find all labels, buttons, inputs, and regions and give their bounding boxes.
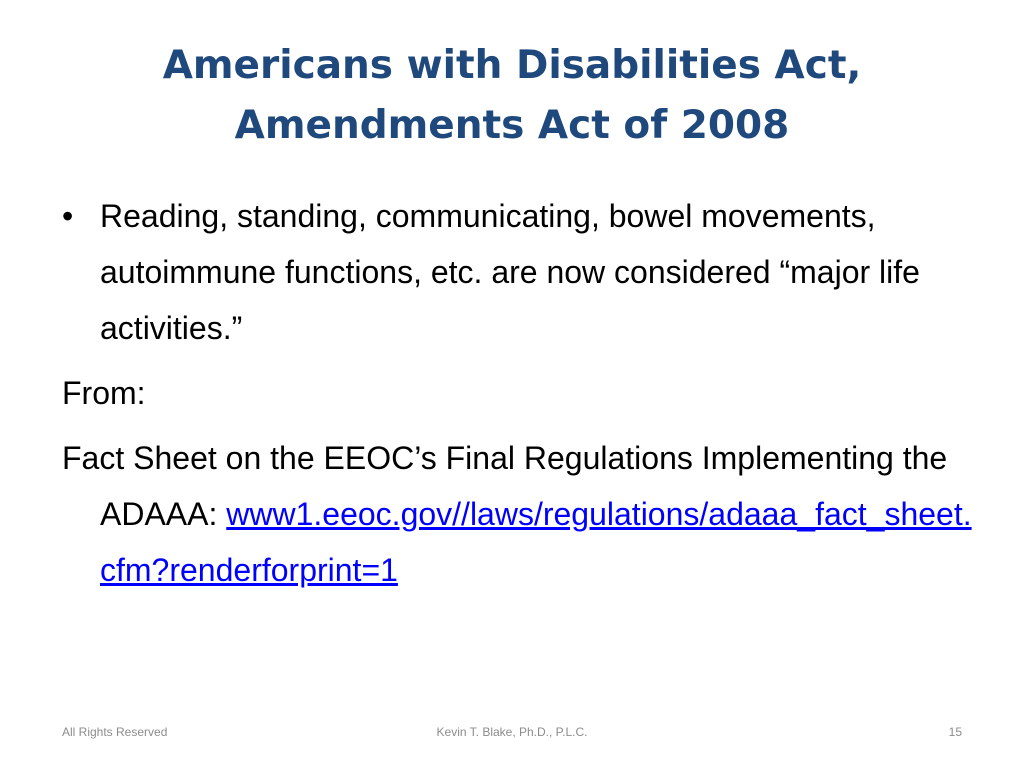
bullet-icon: • (62, 198, 74, 234)
slide-title-line-1: Americans with Disabilities Act, (162, 43, 862, 88)
from-label: From: (62, 375, 146, 411)
slide-body (62, 188, 972, 598)
source-link[interactable]: www1.eeoc.gov//laws/regulations/adaaa_fact_sheet.cfm?renderforprint=1 (100, 496, 972, 588)
slide-title-line-2: Amendments Act of 2008 (234, 103, 790, 148)
bullet-text: Reading, standing, communicating, bowel movements, autoimmune functions, etc. are now considered “major life activities.” (100, 198, 920, 346)
slide-title (60, 36, 964, 156)
footer-author: Kevin T. Blake, Ph.D., P.L.C. (436, 725, 588, 739)
bullet-item (62, 188, 972, 356)
source-text: Fact Sheet on the EEOC’s Final Regulations Implementing the ADAAA: (62, 440, 948, 532)
source-paragraph (62, 430, 972, 598)
footer-page-number: 15 (948, 725, 962, 739)
footer-rights: All Rights Reserved (62, 725, 168, 739)
